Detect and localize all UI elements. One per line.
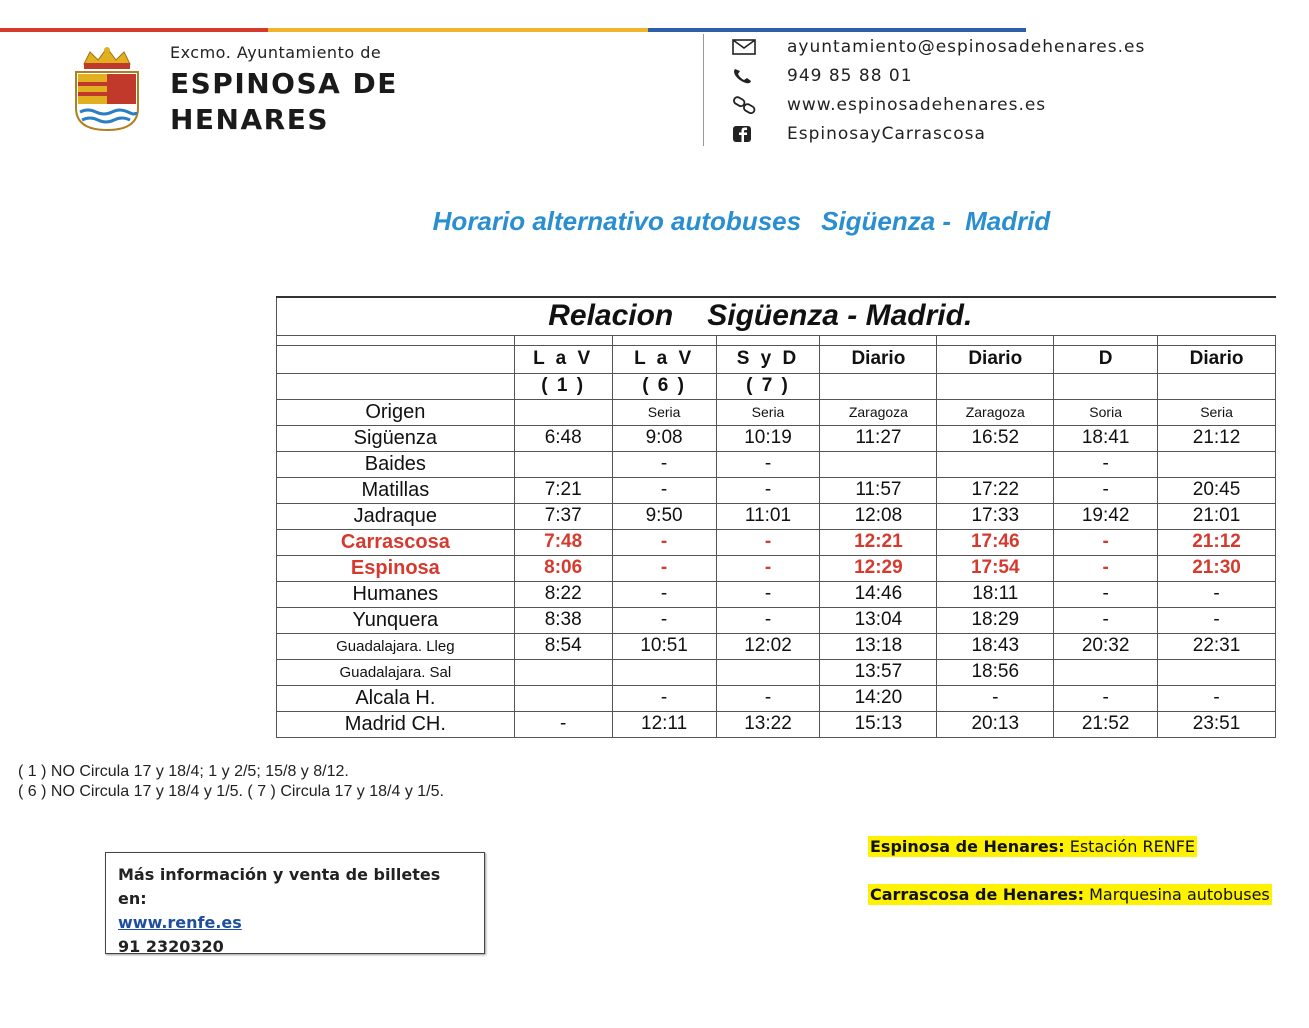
time-cell: 8:22: [514, 581, 612, 607]
time-cell: -: [1054, 529, 1158, 555]
time-cell: 20:32: [1054, 633, 1158, 659]
time-cell: 17:46: [937, 529, 1054, 555]
time-cell: 21:01: [1158, 503, 1276, 529]
footnote-1: ( 1 ) NO Circula 17 y 18/4; 1 y 2/5; 15/8 y 8/12.: [18, 763, 349, 780]
phone-icon: [732, 66, 760, 86]
bus-schedule-table: [276, 296, 1276, 738]
time-cell: 13:04: [820, 607, 937, 633]
contact-phone[interactable]: 949 85 88 01: [732, 61, 1145, 90]
table-notes-row: [277, 373, 1276, 399]
coat-of-arms-icon: [70, 46, 144, 132]
time-cell: [1054, 659, 1158, 685]
time-cell: -: [716, 451, 820, 477]
time-cell: [1158, 659, 1276, 685]
time-cell: 11:27: [820, 425, 937, 451]
note-ref: [1054, 373, 1158, 399]
time-cell: 20:45: [1158, 477, 1276, 503]
note-ref: ( 6 ): [612, 373, 716, 399]
day-header: L a V: [612, 345, 716, 373]
time-cell: 21:30: [1158, 555, 1276, 581]
day-header: Diario: [937, 345, 1054, 373]
time-cell: 22:31: [1158, 633, 1276, 659]
time-cell: 6:48: [514, 425, 612, 451]
contact-list: [732, 32, 1145, 148]
table-row: [277, 451, 1276, 477]
header-divider: [703, 34, 704, 146]
station-name: Madrid CH.: [277, 711, 515, 737]
table-heading-row: [277, 297, 1276, 335]
time-cell: [514, 659, 612, 685]
table-row: [277, 529, 1276, 555]
location-carrascosa: Carrascosa de Henares: Marquesina autobuses: [870, 885, 1270, 904]
time-cell: -: [1054, 607, 1158, 633]
time-cell: 13:57: [820, 659, 937, 685]
time-cell: 7:48: [514, 529, 612, 555]
time-cell: -: [1054, 451, 1158, 477]
contact-email[interactable]: ayuntamiento@espinosadehenares.es: [732, 32, 1145, 61]
time-cell: -: [612, 477, 716, 503]
table-row: [277, 633, 1276, 659]
table-heading: Relacion Sigüenza - Madrid.: [514, 297, 1275, 335]
time-cell: -: [716, 607, 820, 633]
time-cell: -: [716, 581, 820, 607]
time-cell: 12:02: [716, 633, 820, 659]
time-cell: 9:08: [612, 425, 716, 451]
org-name: ESPINOSA DE HENARES: [170, 67, 398, 136]
table-row: [277, 659, 1276, 685]
time-cell: 9:50: [612, 503, 716, 529]
note-ref: [1158, 373, 1276, 399]
time-cell: [820, 451, 937, 477]
renfe-link[interactable]: www.renfe.es: [118, 913, 242, 932]
note-ref: ( 1 ): [514, 373, 612, 399]
station-name: Sigüenza: [277, 425, 515, 451]
day-header: S y D: [716, 345, 820, 373]
table-origin-row: [277, 399, 1276, 425]
info-box: [105, 852, 485, 954]
origin-cell: Seria: [612, 399, 716, 425]
table-row: [277, 555, 1276, 581]
note-ref: ( 7 ): [716, 373, 820, 399]
station-name: Alcala H.: [277, 685, 515, 711]
time-cell: 7:37: [514, 503, 612, 529]
origin-cell: Zaragoza: [937, 399, 1054, 425]
time-cell: -: [716, 477, 820, 503]
table-row: [277, 581, 1276, 607]
station-name: Jadraque: [277, 503, 515, 529]
facebook-icon: [732, 124, 760, 144]
time-cell: 14:46: [820, 581, 937, 607]
time-cell: -: [1054, 477, 1158, 503]
note-ref: [820, 373, 937, 399]
time-cell: 10:51: [612, 633, 716, 659]
time-cell: -: [612, 529, 716, 555]
station-name: Carrascosa: [277, 529, 515, 555]
origin-cell: Zaragoza: [820, 399, 937, 425]
time-cell: 13:18: [820, 633, 937, 659]
table-row: [277, 477, 1276, 503]
time-cell: -: [612, 581, 716, 607]
time-cell: 21:12: [1158, 529, 1276, 555]
station-name: Matillas: [277, 477, 515, 503]
time-cell: 18:43: [937, 633, 1054, 659]
time-cell: -: [1054, 581, 1158, 607]
time-cell: 10:19: [716, 425, 820, 451]
time-cell: 19:42: [1054, 503, 1158, 529]
time-cell: 18:29: [937, 607, 1054, 633]
table-row: [277, 607, 1276, 633]
day-header: Diario: [1158, 345, 1276, 373]
table-row: [277, 685, 1276, 711]
time-cell: [612, 659, 716, 685]
origin-cell: Seria: [716, 399, 820, 425]
time-cell: -: [1158, 607, 1276, 633]
station-name: Yunquera: [277, 607, 515, 633]
origin-cell: [514, 399, 612, 425]
time-cell: 20:13: [937, 711, 1054, 737]
info-text: Más información y venta de billetes en:: [118, 865, 441, 908]
time-cell: -: [612, 555, 716, 581]
station-name: Guadalajara. Lleg: [277, 633, 515, 659]
footnote-2: ( 6 ) NO Circula 17 y 18/4 y 1/5. ( 7 ) Circula 17 y 18/4 y 1/5.: [18, 783, 444, 800]
envelope-icon: [732, 37, 760, 57]
time-cell: 14:20: [820, 685, 937, 711]
origin-cell: Seria: [1158, 399, 1276, 425]
table-row: [277, 711, 1276, 737]
table-row: [277, 425, 1276, 451]
location-espinosa: Espinosa de Henares: Estación RENFE: [870, 837, 1196, 856]
time-cell: 18:56: [937, 659, 1054, 685]
time-cell: [514, 685, 612, 711]
time-cell: 17:33: [937, 503, 1054, 529]
time-cell: [514, 451, 612, 477]
time-cell: 15:13: [820, 711, 937, 737]
time-cell: -: [1158, 581, 1276, 607]
time-cell: 12:11: [612, 711, 716, 737]
time-cell: 8:38: [514, 607, 612, 633]
time-cell: -: [937, 685, 1054, 711]
origin-cell: Soria: [1054, 399, 1158, 425]
station-name: Espinosa: [277, 555, 515, 581]
time-cell: 8:06: [514, 555, 612, 581]
time-cell: -: [1054, 685, 1158, 711]
time-cell: -: [612, 607, 716, 633]
time-cell: [716, 659, 820, 685]
time-cell: -: [514, 711, 612, 737]
time-cell: [1158, 451, 1276, 477]
time-cell: -: [716, 685, 820, 711]
time-cell: 23:51: [1158, 711, 1276, 737]
time-cell: 21:12: [1158, 425, 1276, 451]
day-header: L a V: [514, 345, 612, 373]
note-ref: [937, 373, 1054, 399]
time-cell: 13:22: [716, 711, 820, 737]
page-title: Horario alternativo autobuses Sigüenza - Madrid: [432, 206, 1051, 236]
time-cell: 17:54: [937, 555, 1054, 581]
time-cell: 21:52: [1054, 711, 1158, 737]
time-cell: 17:22: [937, 477, 1054, 503]
time-cell: 12:21: [820, 529, 937, 555]
station-name: Guadalajara. Sal: [277, 659, 515, 685]
time-cell: -: [716, 555, 820, 581]
origin-label: Origen: [277, 399, 515, 425]
time-cell: 18:41: [1054, 425, 1158, 451]
org-subtitle: Excmo. Ayuntamiento de: [170, 43, 382, 62]
time-cell: -: [1158, 685, 1276, 711]
contact-website[interactable]: www.espinosadehenares.es: [732, 90, 1145, 119]
time-cell: -: [612, 685, 716, 711]
time-cell: 11:57: [820, 477, 937, 503]
time-cell: 8:54: [514, 633, 612, 659]
time-cell: -: [612, 451, 716, 477]
time-cell: 7:21: [514, 477, 612, 503]
table-row: [277, 503, 1276, 529]
time-cell: 12:08: [820, 503, 937, 529]
station-name: Baides: [277, 451, 515, 477]
day-header: Diario: [820, 345, 937, 373]
contact-facebook[interactable]: EspinosayCarrascosa: [732, 119, 1145, 148]
table-gap-row: [277, 335, 1276, 345]
link-icon: [732, 95, 760, 115]
time-cell: 11:01: [716, 503, 820, 529]
info-phone: 91 2320320: [118, 937, 224, 956]
time-cell: -: [1054, 555, 1158, 581]
time-cell: [937, 451, 1054, 477]
time-cell: 16:52: [937, 425, 1054, 451]
time-cell: 12:29: [820, 555, 937, 581]
time-cell: 18:11: [937, 581, 1054, 607]
time-cell: -: [716, 529, 820, 555]
day-header: D: [1054, 345, 1158, 373]
table-days-row: [277, 345, 1276, 373]
station-name: Humanes: [277, 581, 515, 607]
